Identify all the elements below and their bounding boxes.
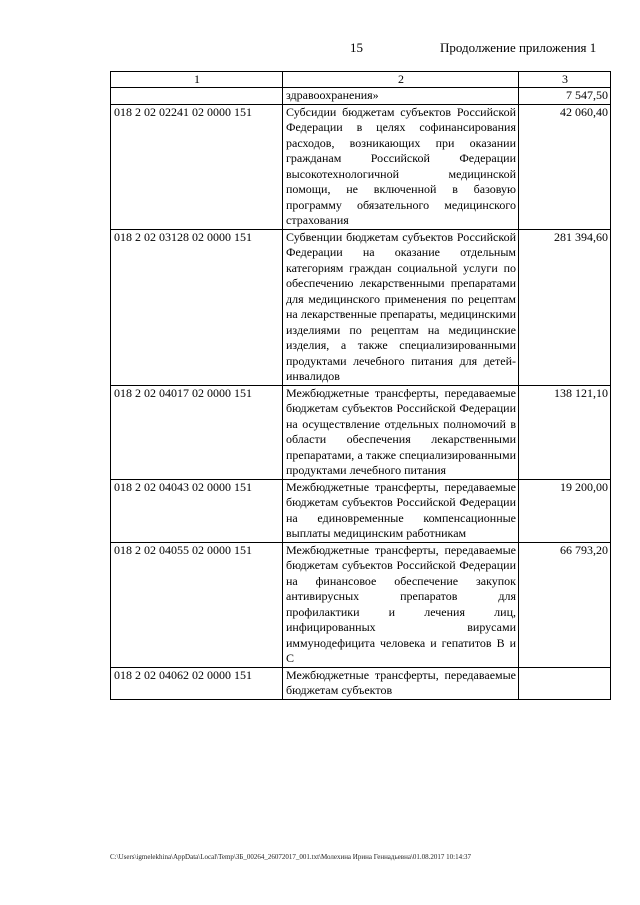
budget-code: 018 2 02 04055 02 0000 151 [111,542,283,667]
table-row [111,88,611,105]
page-header [0,40,640,56]
budget-code: 018 2 02 03128 02 0000 151 [111,229,283,385]
budget-amount: 281 394,60 [519,229,611,385]
budget-description: Межбюджетные трансферты, передаваемые бюджетам субъектов [283,667,519,699]
table-row [111,385,611,479]
table-row [111,104,611,229]
budget-description: здравоохранения» [283,88,519,105]
budget-code: 018 2 02 04017 02 0000 151 [111,385,283,479]
budget-description: Межбюджетные трансферты, передаваемые бюджетам субъектов Российской Федерации на единовременные компенсационные выплаты медицинским работникам [283,479,519,542]
budget-code: 018 2 02 04043 02 0000 151 [111,479,283,542]
budget-description: Субвенции бюджетам субъектов Российской Федерации на оказание отдельным категориям граждан социальной услуги по обеспечению лекарственными препаратами для медицинского применения по рецептам на лекарственные препараты, медицинскими изделиями по рецептам на медицинские изделия, а также специализированными продуктами лечебного питания для детей-инвалидов [283,229,519,385]
budget-description: Межбюджетные трансферты, передаваемые бюджетам субъектов Российской Федерации на финансовое обеспечение закупок антивирусных препаратов для профилактики и лечения лиц, инфицированных вирусами иммунодефицита человека и гепатитов В и С [283,542,519,667]
budget-code [111,88,283,105]
budget-amount: 7 547,50 [519,88,611,105]
table-row [111,667,611,699]
budget-code: 018 2 02 02241 02 0000 151 [111,104,283,229]
column-header-2: 2 [283,72,519,88]
budget-description: Субсидии бюджетам субъектов Российской Федерации в целях софинансирования расходов, возникающих при оказании гражданам Российской Федерации высокотехнологичной медицинской помощи, не включенной в базовую программу обязательного медицинского страхования [283,104,519,229]
budget-amount: 138 121,10 [519,385,611,479]
column-header-1: 1 [111,72,283,88]
budget-amount: 66 793,20 [519,542,611,667]
budget-amount: 19 200,00 [519,479,611,542]
table-row [111,542,611,667]
page-number: 15 [350,40,363,55]
continuation-label: Продолжение приложения 1 [440,40,597,55]
table-row [111,229,611,385]
table-row [111,479,611,542]
file-path-footer: C:\Users\igmelekhina\AppData\Local\Temp\ЗБ_00264_26072017_001.txt\Молехина Ирина Геннадьевна\01.08.2017 10:14:37 [110,853,472,861]
budget-description: Межбюджетные трансферты, передаваемые бюджетам субъектов Российской Федерации на осуществление отдельных полномочий в области обеспечения лекарственными препаратами, а также специализированными продуктами лечебного питания [283,385,519,479]
column-header-row [111,72,611,88]
budget-amount [519,667,611,699]
budget-table [110,71,611,700]
budget-amount: 42 060,40 [519,104,611,229]
budget-code: 018 2 02 04062 02 0000 151 [111,667,283,699]
column-header-3: 3 [519,72,611,88]
